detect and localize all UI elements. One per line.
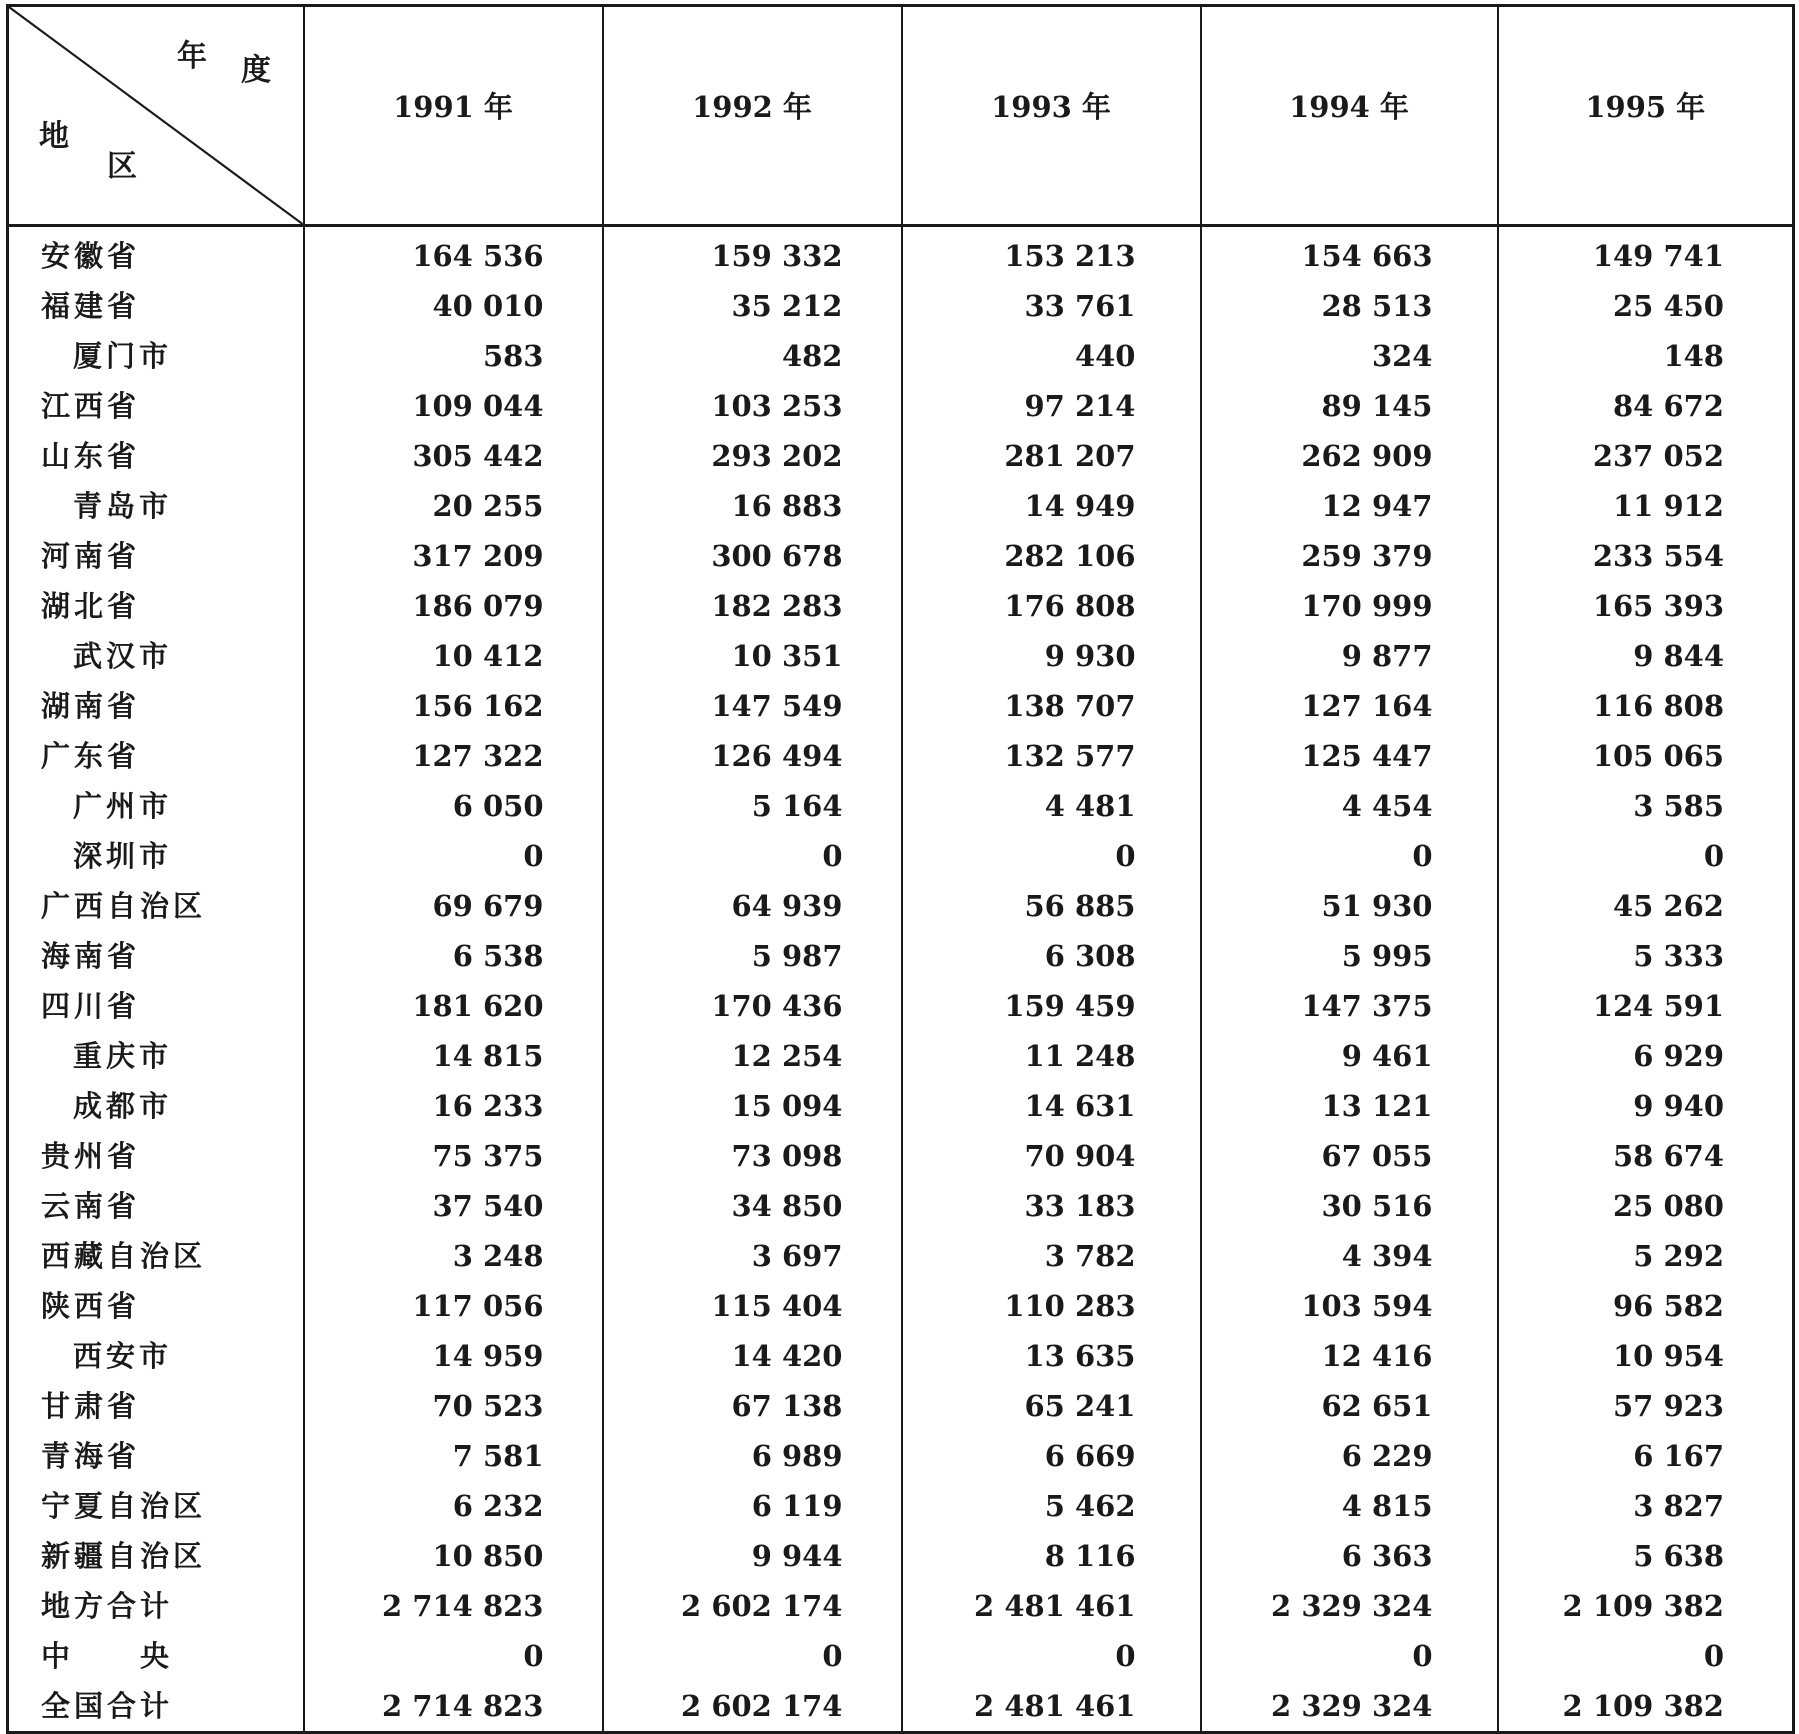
value-cell: 138 707 (902, 681, 1201, 731)
value-cell: 147 549 (603, 681, 902, 731)
value-cell: 2 109 382 (1498, 1681, 1794, 1733)
value-cell: 6 538 (304, 931, 603, 981)
value-cell: 116 808 (1498, 681, 1794, 731)
value-cell: 2 602 174 (603, 1681, 902, 1733)
value-cell: 9 461 (1201, 1031, 1498, 1081)
value-cell: 124 591 (1498, 981, 1794, 1031)
value-cell: 56 885 (902, 881, 1201, 931)
region-cell: 重庆市 (8, 1031, 304, 1081)
value-cell: 9 944 (603, 1531, 902, 1581)
corner-label-year-1: 年 (177, 39, 207, 74)
value-cell: 37 540 (304, 1181, 603, 1231)
region-cell: 中 央 (8, 1631, 304, 1681)
value-cell: 324 (1201, 331, 1498, 381)
value-cell: 109 044 (304, 381, 603, 431)
value-cell: 14 420 (603, 1331, 902, 1381)
value-cell: 2 481 461 (902, 1581, 1201, 1631)
value-cell: 97 214 (902, 381, 1201, 431)
value-cell: 28 513 (1201, 281, 1498, 331)
corner-label-region-2: 区 (107, 149, 137, 184)
table-row (8, 1681, 1794, 1733)
table-row (8, 631, 1794, 681)
table-body (8, 226, 1794, 1733)
value-cell: 89 145 (1201, 381, 1498, 431)
value-cell: 105 065 (1498, 731, 1794, 781)
value-cell: 154 663 (1201, 226, 1498, 282)
value-cell: 115 404 (603, 1281, 902, 1331)
value-cell: 58 674 (1498, 1131, 1794, 1181)
corner-header-cell (8, 6, 304, 226)
region-cell: 甘肃省 (8, 1381, 304, 1431)
region-cell: 安徽省 (8, 226, 304, 282)
value-cell: 9 844 (1498, 631, 1794, 681)
value-cell: 0 (304, 831, 603, 881)
value-cell: 125 447 (1201, 731, 1498, 781)
value-cell: 6 308 (902, 931, 1201, 981)
value-cell: 16 883 (603, 481, 902, 531)
value-cell: 159 459 (902, 981, 1201, 1031)
year-header: 1991 年 (304, 6, 603, 226)
value-cell: 6 229 (1201, 1431, 1498, 1481)
value-cell: 16 233 (304, 1081, 603, 1131)
value-cell: 159 332 (603, 226, 902, 282)
value-cell: 6 050 (304, 781, 603, 831)
region-cell: 湖南省 (8, 681, 304, 731)
value-cell: 110 283 (902, 1281, 1201, 1331)
value-cell: 233 554 (1498, 531, 1794, 581)
value-cell: 33 761 (902, 281, 1201, 331)
value-cell: 30 516 (1201, 1181, 1498, 1231)
region-cell: 广西自治区 (8, 881, 304, 931)
value-cell: 176 808 (902, 581, 1201, 631)
region-cell: 深圳市 (8, 831, 304, 881)
value-cell: 440 (902, 331, 1201, 381)
value-cell: 34 850 (603, 1181, 902, 1231)
region-cell: 地方合计 (8, 1581, 304, 1631)
value-cell: 170 436 (603, 981, 902, 1031)
value-cell: 147 375 (1201, 981, 1498, 1031)
value-cell: 5 638 (1498, 1531, 1794, 1581)
value-cell: 10 954 (1498, 1331, 1794, 1381)
value-cell: 3 697 (603, 1231, 902, 1281)
value-cell: 2 329 324 (1201, 1681, 1498, 1733)
value-cell: 6 989 (603, 1431, 902, 1481)
value-cell: 12 254 (603, 1031, 902, 1081)
value-cell: 8 116 (902, 1531, 1201, 1581)
value-cell: 149 741 (1498, 226, 1794, 282)
value-cell: 2 481 461 (902, 1681, 1201, 1733)
value-cell: 10 850 (304, 1531, 603, 1581)
value-cell: 0 (902, 831, 1201, 881)
table-row (8, 581, 1794, 631)
corner-label-year-2: 度 (241, 53, 271, 88)
value-cell: 3 248 (304, 1231, 603, 1281)
value-cell: 0 (1201, 1631, 1498, 1681)
value-cell: 13 121 (1201, 1081, 1498, 1131)
region-cell: 贵州省 (8, 1131, 304, 1181)
region-cell: 宁夏自治区 (8, 1481, 304, 1531)
value-cell: 0 (304, 1631, 603, 1681)
value-cell: 259 379 (1201, 531, 1498, 581)
value-cell: 6 119 (603, 1481, 902, 1531)
table-row (8, 1031, 1794, 1081)
value-cell: 126 494 (603, 731, 902, 781)
table-row (8, 331, 1794, 381)
value-cell: 6 363 (1201, 1531, 1498, 1581)
table-row (8, 1581, 1794, 1631)
table-row (8, 1431, 1794, 1481)
table-row (8, 831, 1794, 881)
value-cell: 57 923 (1498, 1381, 1794, 1431)
value-cell: 14 949 (902, 481, 1201, 531)
value-cell: 10 412 (304, 631, 603, 681)
value-cell: 40 010 (304, 281, 603, 331)
table-row (8, 781, 1794, 831)
value-cell: 2 714 823 (304, 1581, 603, 1631)
value-cell: 5 995 (1201, 931, 1498, 981)
table-row (8, 1231, 1794, 1281)
table-row (8, 931, 1794, 981)
table-row (8, 531, 1794, 581)
value-cell: 3 827 (1498, 1481, 1794, 1531)
year-header: 1992 年 (603, 6, 902, 226)
value-cell: 67 138 (603, 1381, 902, 1431)
value-cell: 70 523 (304, 1381, 603, 1431)
value-cell: 10 351 (603, 631, 902, 681)
year-header: 1995 年 (1498, 6, 1794, 226)
table-row (8, 1081, 1794, 1131)
value-cell: 12 416 (1201, 1331, 1498, 1381)
value-cell: 11 248 (902, 1031, 1201, 1081)
value-cell: 293 202 (603, 431, 902, 481)
table-row (8, 1381, 1794, 1431)
value-cell: 132 577 (902, 731, 1201, 781)
value-cell: 15 094 (603, 1081, 902, 1131)
value-cell: 262 909 (1201, 431, 1498, 481)
region-cell: 厦门市 (8, 331, 304, 381)
table-row (8, 1531, 1794, 1581)
value-cell: 482 (603, 331, 902, 381)
value-cell: 3 782 (902, 1231, 1201, 1281)
value-cell: 70 904 (902, 1131, 1201, 1181)
value-cell: 67 055 (1201, 1131, 1498, 1181)
value-cell: 62 651 (1201, 1381, 1498, 1431)
value-cell: 96 582 (1498, 1281, 1794, 1331)
region-cell: 广州市 (8, 781, 304, 831)
table-row (8, 481, 1794, 531)
value-cell: 0 (1498, 1631, 1794, 1681)
table-row (8, 226, 1794, 282)
table-row (8, 1631, 1794, 1681)
data-table (6, 4, 1795, 1734)
value-cell: 0 (603, 831, 902, 881)
table-row (8, 281, 1794, 331)
region-cell: 新疆自治区 (8, 1531, 304, 1581)
value-cell: 2 109 382 (1498, 1581, 1794, 1631)
value-cell: 64 939 (603, 881, 902, 931)
table-row (8, 381, 1794, 431)
value-cell: 6 167 (1498, 1431, 1794, 1481)
region-cell: 青岛市 (8, 481, 304, 531)
value-cell: 2 714 823 (304, 1681, 603, 1733)
corner-label-region-1: 地 (39, 119, 69, 154)
value-cell: 9 940 (1498, 1081, 1794, 1131)
value-cell: 33 183 (902, 1181, 1201, 1231)
value-cell: 103 594 (1201, 1281, 1498, 1331)
table-row (8, 681, 1794, 731)
table-row (8, 1281, 1794, 1331)
region-cell: 福建省 (8, 281, 304, 331)
year-header: 1994 年 (1201, 6, 1498, 226)
value-cell: 237 052 (1498, 431, 1794, 481)
region-cell: 广东省 (8, 731, 304, 781)
value-cell: 4 454 (1201, 781, 1498, 831)
table-row (8, 881, 1794, 931)
region-cell: 全国合计 (8, 1681, 304, 1733)
table-row (8, 731, 1794, 781)
region-cell: 四川省 (8, 981, 304, 1031)
value-cell: 156 162 (304, 681, 603, 731)
value-cell: 69 679 (304, 881, 603, 931)
region-cell: 山东省 (8, 431, 304, 481)
header-row (8, 6, 1794, 226)
value-cell: 127 164 (1201, 681, 1498, 731)
table-row (8, 431, 1794, 481)
value-cell: 305 442 (304, 431, 603, 481)
value-cell: 281 207 (902, 431, 1201, 481)
value-cell: 153 213 (902, 226, 1201, 282)
value-cell: 45 262 (1498, 881, 1794, 931)
value-cell: 127 322 (304, 731, 603, 781)
value-cell: 5 292 (1498, 1231, 1794, 1281)
value-cell: 5 987 (603, 931, 902, 981)
value-cell: 182 283 (603, 581, 902, 631)
value-cell: 6 929 (1498, 1031, 1794, 1081)
value-cell: 35 212 (603, 281, 902, 331)
value-cell: 0 (902, 1631, 1201, 1681)
value-cell: 6 232 (304, 1481, 603, 1531)
value-cell: 7 581 (304, 1431, 603, 1481)
value-cell: 186 079 (304, 581, 603, 631)
region-cell: 云南省 (8, 1181, 304, 1231)
region-cell: 陕西省 (8, 1281, 304, 1331)
value-cell: 25 450 (1498, 281, 1794, 331)
value-cell: 170 999 (1201, 581, 1498, 631)
value-cell: 5 333 (1498, 931, 1794, 981)
region-cell: 河南省 (8, 531, 304, 581)
region-cell: 海南省 (8, 931, 304, 981)
region-cell: 武汉市 (8, 631, 304, 681)
region-cell: 湖北省 (8, 581, 304, 631)
value-cell: 51 930 (1201, 881, 1498, 931)
value-cell: 0 (1498, 831, 1794, 881)
value-cell: 583 (304, 331, 603, 381)
region-cell: 西藏自治区 (8, 1231, 304, 1281)
value-cell: 0 (603, 1631, 902, 1681)
value-cell: 0 (1201, 831, 1498, 881)
value-cell: 9 877 (1201, 631, 1498, 681)
value-cell: 117 056 (304, 1281, 603, 1331)
value-cell: 9 930 (902, 631, 1201, 681)
region-cell: 江西省 (8, 381, 304, 431)
value-cell: 14 815 (304, 1031, 603, 1081)
region-cell: 西安市 (8, 1331, 304, 1381)
year-header: 1993 年 (902, 6, 1201, 226)
value-cell: 84 672 (1498, 381, 1794, 431)
value-cell: 6 669 (902, 1431, 1201, 1481)
value-cell: 103 253 (603, 381, 902, 431)
value-cell: 75 375 (304, 1131, 603, 1181)
value-cell: 73 098 (603, 1131, 902, 1181)
value-cell: 14 631 (902, 1081, 1201, 1131)
value-cell: 5 164 (603, 781, 902, 831)
value-cell: 4 394 (1201, 1231, 1498, 1281)
table-row (8, 1481, 1794, 1531)
value-cell: 65 241 (902, 1381, 1201, 1431)
value-cell: 5 462 (902, 1481, 1201, 1531)
value-cell: 181 620 (304, 981, 603, 1031)
value-cell: 2 329 324 (1201, 1581, 1498, 1631)
value-cell: 165 393 (1498, 581, 1794, 631)
value-cell: 148 (1498, 331, 1794, 381)
value-cell: 3 585 (1498, 781, 1794, 831)
region-cell: 成都市 (8, 1081, 304, 1131)
value-cell: 4 481 (902, 781, 1201, 831)
value-cell: 20 255 (304, 481, 603, 531)
value-cell: 14 959 (304, 1331, 603, 1381)
value-cell: 282 106 (902, 531, 1201, 581)
table-row (8, 981, 1794, 1031)
region-cell: 青海省 (8, 1431, 304, 1481)
table-row (8, 1131, 1794, 1181)
value-cell: 13 635 (902, 1331, 1201, 1381)
value-cell: 11 912 (1498, 481, 1794, 531)
value-cell: 4 815 (1201, 1481, 1498, 1531)
value-cell: 164 536 (304, 226, 603, 282)
table-row (8, 1181, 1794, 1231)
table-row (8, 1331, 1794, 1381)
value-cell: 300 678 (603, 531, 902, 581)
value-cell: 2 602 174 (603, 1581, 902, 1631)
value-cell: 317 209 (304, 531, 603, 581)
value-cell: 25 080 (1498, 1181, 1794, 1231)
value-cell: 12 947 (1201, 481, 1498, 531)
